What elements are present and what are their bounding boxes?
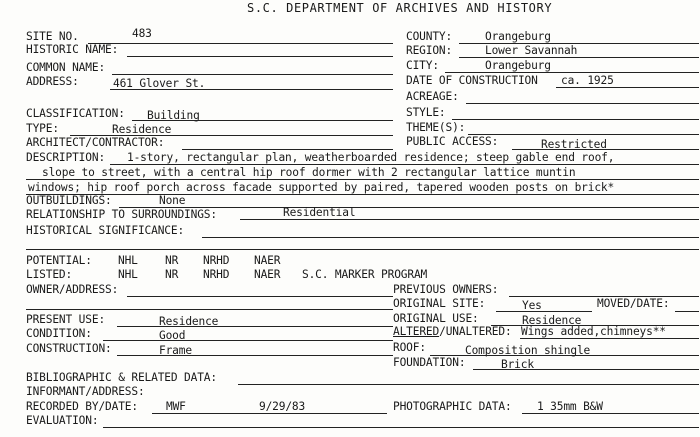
owner-address-label: OWNER/ADDRESS: — [26, 283, 119, 296]
form-header: S.C. DEPARTMENT OF ARCHIVES AND HISTORY — [247, 1, 553, 15]
present-use-label: PRESENT USE: — [26, 313, 106, 326]
present-use-value: Residence — [159, 315, 219, 328]
altered-label: ALTERED/UNALTERED: — [393, 325, 512, 338]
sc-marker-label: S.C. MARKER PROGRAM — [302, 268, 428, 281]
potential-nr: NR — [165, 254, 179, 267]
date-construction-label: DATE OF CONSTRUCTION — [406, 74, 538, 87]
region-label: REGION: — [406, 44, 453, 57]
historic-name-label: HISTORIC NAME: — [26, 43, 119, 56]
recorded-by-label: RECORDED BY/DATE: — [26, 400, 138, 413]
relationship-value: Residential — [283, 206, 356, 219]
potential-naer: NAER — [254, 254, 281, 267]
previous-owners-label: PREVIOUS OWNERS: — [393, 283, 499, 296]
public-access-value: Restricted — [541, 138, 607, 151]
type-value: Residence — [112, 123, 172, 136]
historical-significance-label: HISTORICAL SIGNIFICANCE: — [26, 224, 185, 237]
original-use-label: ORIGINAL USE: — [393, 312, 479, 325]
site-no-value: 483 — [132, 27, 152, 40]
altered-value: Wings added,chimneys** — [521, 325, 666, 338]
moved-date-label: MOVED/DATE: — [597, 297, 670, 310]
informant-label: INFORMANT/ADDRESS: — [26, 385, 145, 398]
original-site-value: Yes — [522, 299, 542, 312]
themes-label: THEME(S): — [406, 121, 466, 134]
county-value: Orangeburg — [485, 30, 551, 43]
public-access-label: PUBLIC ACCESS: — [406, 135, 499, 148]
description-line-1: 1-story, rectangular plan, weatherboarded residence; steep gable end roof, — [127, 151, 615, 164]
outbuildings-label: OUTBUILDINGS: — [26, 194, 112, 207]
classification-label: CLASSIFICATION: — [26, 107, 125, 120]
county-label: COUNTY: — [406, 30, 453, 43]
potential-nhl: NHL — [118, 254, 138, 267]
roof-label: ROOF: — [393, 341, 426, 354]
outbuildings-value: None — [159, 194, 186, 207]
description-line-3: windows; hip roof porch across facade supported by paired, tapered wooden posts on brick* — [28, 181, 615, 194]
region-value: Lower Savannah — [485, 44, 578, 57]
recorded-date-value: 9/29/83 — [259, 400, 306, 413]
listed-naer: NAER — [254, 268, 281, 281]
listed-nhl: NHL — [118, 268, 138, 281]
original-site-label: ORIGINAL SITE: — [393, 297, 486, 310]
date-construction-value: ca. 1925 — [561, 74, 614, 87]
listed-nr: NR — [165, 268, 179, 281]
address-value: 461 Glover St. — [113, 77, 206, 90]
construction-value: Frame — [159, 344, 192, 357]
relationship-label: RELATIONSHIP TO SURROUNDINGS: — [26, 208, 217, 221]
construction-label: CONSTRUCTION: — [26, 342, 112, 355]
style-label: STYLE: — [406, 106, 446, 119]
condition-label: CONDITION: — [26, 327, 92, 340]
condition-value: Good — [159, 329, 186, 342]
listed-label: LISTED: — [26, 268, 73, 281]
city-value: Orangeburg — [485, 59, 551, 72]
photographic-value: 1 35mm B&W — [537, 400, 603, 413]
classification-value: Building — [147, 109, 200, 122]
original-use-value: Residence — [522, 314, 582, 327]
type-label: TYPE: — [26, 122, 59, 135]
foundation-value: Brick — [501, 358, 534, 371]
site-no-label: SITE NO. — [26, 30, 79, 43]
city-label: CITY: — [406, 59, 439, 72]
architect-label: ARCHITECT/CONTRACTOR: — [26, 136, 165, 149]
photographic-label: PHOTOGRAPHIC DATA: — [393, 400, 512, 413]
address-label: ADDRESS: — [26, 75, 79, 88]
common-name-label: COMMON NAME: — [26, 61, 106, 74]
description-label: DESCRIPTION: — [26, 151, 106, 164]
bibliographic-label: BIBLIOGRAPHIC & RELATED DATA: — [26, 371, 217, 384]
potential-nrhd: NRHD — [203, 254, 230, 267]
acreage-label: ACREAGE: — [406, 90, 459, 103]
potential-label: POTENTIAL: — [26, 254, 92, 267]
description-line-2: slope to street, with a central hip roof dormer with 2 rectangular lattice muntin — [42, 166, 576, 179]
roof-value: Composition shingle — [465, 344, 591, 357]
recorded-by-value: MWF — [166, 400, 186, 413]
evaluation-label: EVALUATION: — [26, 414, 99, 427]
listed-nrhd: NRHD — [203, 268, 230, 281]
foundation-label: FOUNDATION: — [393, 356, 466, 369]
